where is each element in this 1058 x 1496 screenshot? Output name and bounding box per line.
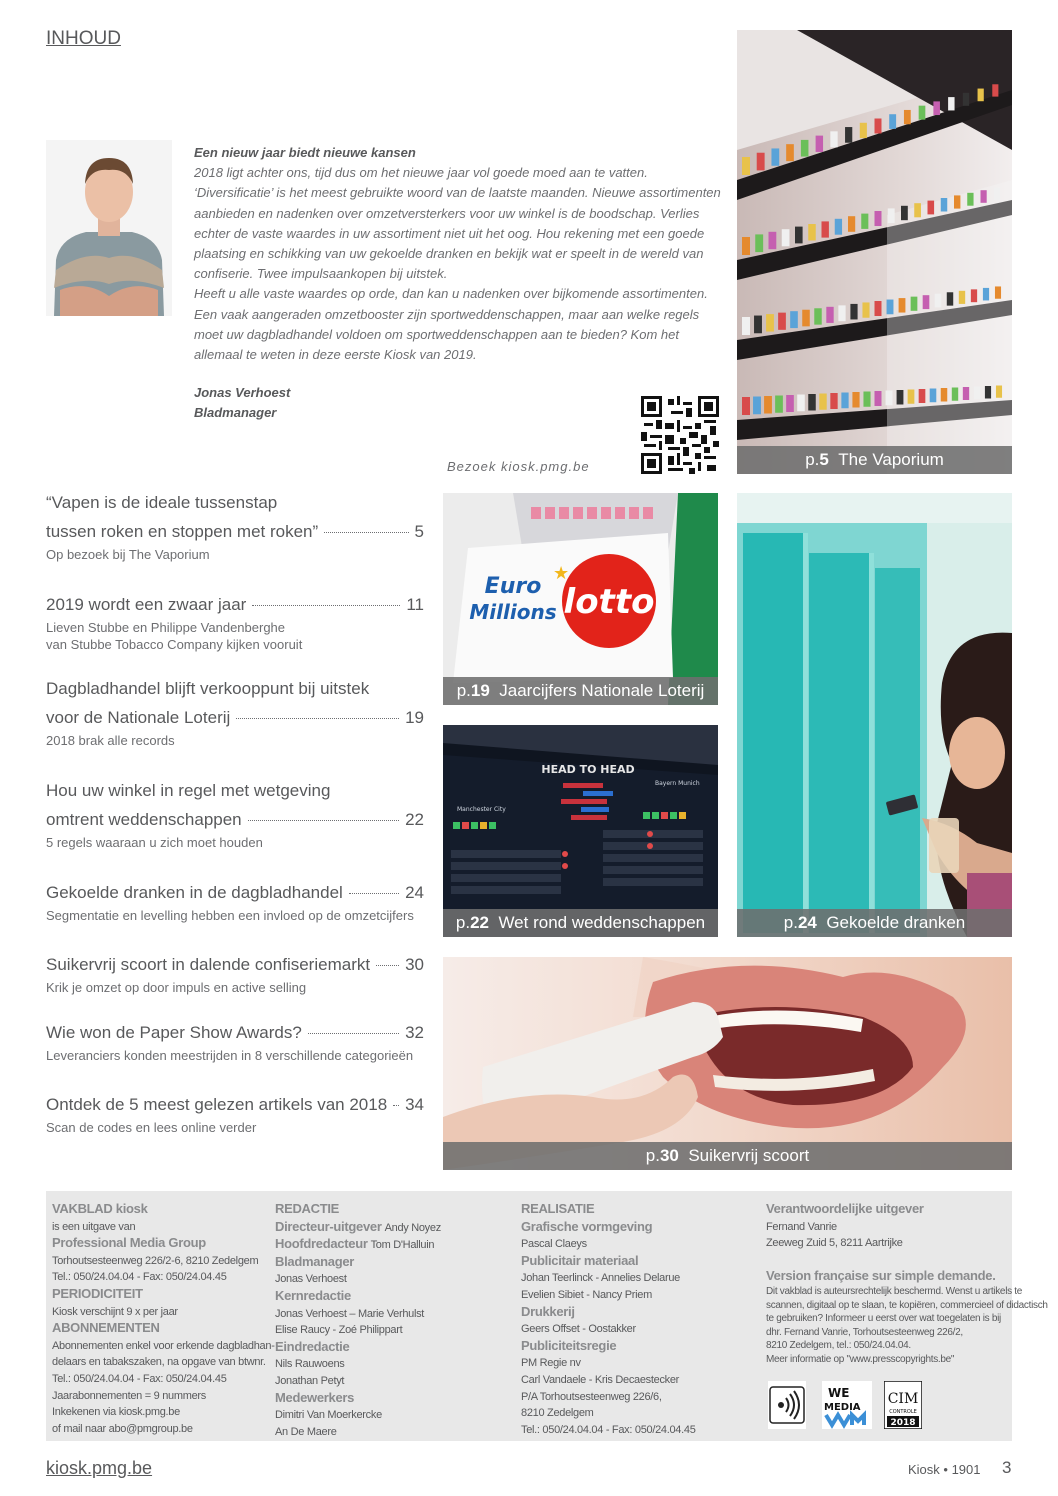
colophon-line [521,1321,761,1338]
colophon-line [275,1236,495,1254]
colophon-line [275,1373,495,1390]
bottle [830,393,837,409]
bottle [808,224,816,241]
toc-subtitle: 5 regels waaraan u zich moet houden [46,835,263,850]
bottle [802,310,810,327]
colophon-text: REALISATIE [521,1201,595,1216]
bottle [875,119,882,134]
lotto-logo: lotto [563,582,655,622]
colophon-column-legal [766,1201,1048,1366]
toc-leader [308,1033,399,1034]
toc-title-line: Dagbladhandel blijft verkooppunt bij uitstek [46,679,370,698]
bottle [826,307,833,323]
toc-title-line: Wie won de Paper Show Awards? [46,1023,302,1042]
colophon-line [52,1388,270,1405]
toc-subtitle: 2018 brak alle records [46,733,175,748]
bottle [742,157,750,175]
photo-cooled-drinks[interactable] [737,493,1012,937]
toc-page-number: 5 [414,522,424,541]
bottle [819,394,826,410]
colophon-text: An De Maere [275,1425,337,1438]
colophon-line [275,1288,495,1306]
section-title: INHOUD [46,28,121,49]
cim-year-text: 2018 [890,1418,916,1428]
toc-entry[interactable] [46,776,424,851]
colophon-line [521,1236,761,1253]
bottle [994,188,1000,200]
bottle [901,206,908,220]
colophon-line [52,1338,275,1355]
toc-leader [393,1105,399,1106]
caption-page: 30 [659,1146,679,1165]
colophon-line [52,1219,270,1236]
colophon-text: PERIODICITEIT [52,1285,143,1301]
colophon-line [52,1201,270,1219]
colophon-line [52,1286,270,1304]
bottle [860,123,867,138]
colophon-line [275,1219,495,1237]
colophon-text: delaars en tabakszaken, na opgave van btwnr. [52,1356,266,1369]
caption-label: Jaarcijfers Nationale Loterij [499,681,705,700]
photo-caption [443,677,718,705]
colophon-line [275,1424,495,1441]
toc-subtitle: Lieven Stubbe en Philippe Vandenberghe [46,620,286,635]
colophon-line [521,1253,761,1271]
colophon-text: Drukkerij [521,1303,575,1319]
colophon-text: Jonathan Petyt [275,1374,345,1387]
bottle [790,311,798,328]
colophon-text: Medewerkers [275,1389,355,1405]
caption-prefix: p. [783,913,798,932]
toc-title-line: Gekoelde dranken in de dagbladhandel [46,883,343,902]
bottle [875,211,882,226]
colophon-line [766,1252,1008,1268]
toc-leader [252,605,400,606]
bottle [983,288,989,301]
euro-logo: Euro [484,574,542,599]
editorial-text [194,143,722,365]
colophon-text: Tel.: 050/24.04.04 - Fax: 050/24.04.45 [52,1372,227,1385]
caption-page: 22 [470,913,489,932]
colophon-line [52,1354,270,1371]
colophon-legal-line: scannen, digitaal op te slaan, te kopiëren, commercieel of didactisch [766,1299,1048,1311]
bottle [889,114,896,129]
colophon-text: Kernredactie [275,1287,351,1303]
bottle [985,386,991,399]
bottle [967,193,973,206]
bottle [914,203,921,217]
bottle [822,221,829,237]
colophon-text: Jonas Verhoest – Marie Verhulst [275,1307,425,1320]
bottle [845,127,852,143]
author-role: Bladmanager [194,405,277,421]
toc-subtitle: Segmentatie en levelling hebben een invloed op de omzetcijfers [46,908,414,923]
bottle [786,144,794,161]
colophon-line [275,1254,495,1272]
colophon-text: Nils Rauwoens [275,1358,345,1371]
caption-page: 19 [470,681,490,700]
qr-code[interactable] [641,396,719,474]
head-to-head-title: HEAD TO HEAD [541,763,635,776]
colophon-line [521,1338,761,1356]
toc-entry[interactable] [46,878,424,924]
bottle [797,395,805,412]
toc-entry[interactable] [46,1018,424,1064]
editorial-heading: Een nieuw jaar biedt nieuwe kansen [194,145,416,160]
bottle [941,198,948,212]
editorial-paragraph: Heeft u alle vaste waardes op orde, dan kan u nadenken over bijkomende assortimenten. Een vaak aangeraden omzetbooster zijn sportweddenschappen, maar aan welke regels moet uw dagbladhandel voldoen om sportweddenschappen aan te bieden? Kom het allemaal te weten in deze eerste Kiosk van 2019. [194,286,708,363]
bottle [919,106,926,120]
colophon-line [521,1219,761,1237]
bottle [786,395,794,412]
toc-page-number: 24 [405,883,424,902]
colophon-line [52,1269,270,1286]
toc-entry[interactable] [46,488,424,563]
toc-leader [376,965,399,966]
toc-subtitle: van Stubbe Tobacco Company kijken vooruit [46,637,303,652]
editorial-signature [194,383,290,423]
colophon-line [766,1219,1008,1236]
colophon-line [275,1322,495,1339]
colophon-legal-line: dhr. Fernand Vanrie, Torhoutsesteenweg 226/2, [766,1326,963,1338]
colophon-text: 8210 Zedelgem [521,1407,594,1420]
bottle [835,219,842,235]
colophon-line [766,1235,1008,1252]
toc-title-line: Ontdek de 5 meest gelezen artikels van 2018 [46,1095,388,1114]
we-media-logo [822,1381,872,1429]
colophon-text: of mail naar abo@pmgroup.be [52,1422,193,1435]
toc-title-line: voor de Nationale Loterij [46,708,231,727]
toc-page-number: 34 [405,1095,424,1114]
colophon-column-publisher [52,1201,275,1437]
bottle [928,201,935,215]
bottle [992,84,998,96]
toc-page-number: 32 [405,1023,424,1042]
bottle [742,397,750,415]
colophon-line [521,1372,761,1389]
toc-title-line: “Vapen is de ideale tussenstap [46,493,278,512]
bottle [995,286,1001,298]
bottle [808,394,816,411]
toc-leader [236,718,399,719]
colophon-line [275,1390,495,1408]
photo-lotto[interactable] [443,493,718,705]
colophon-text: Torhoutsesteenweg 226/2-6, 8210 Zedelgem [52,1254,259,1267]
toc-title-line: omtrent weddenschappen [46,810,242,829]
colophon-text: Dimitri Van Moerkercke [275,1409,382,1422]
bottle [814,308,821,324]
bottle [766,314,774,331]
svg-text:★: ★ [553,563,570,584]
bottle [897,390,904,405]
bottle [862,302,869,317]
bottle [978,89,984,102]
toc-page-number: 30 [405,955,424,974]
bottle [941,388,948,402]
photo-caption [443,909,718,937]
bottle [886,391,893,406]
colophon-text: Johan Teerlinck - Annelies Delarue [521,1272,680,1285]
bottle [863,392,870,407]
colophon-line [52,1304,270,1321]
caption-label: Suikervrij scoort [688,1146,810,1165]
bottle [848,216,855,232]
bottle [754,316,762,334]
bottle [948,97,954,110]
visit-link[interactable]: Bezoek kiosk.pmg.be [447,459,590,474]
caption-prefix: p. [645,1146,660,1165]
toc-entry[interactable] [46,950,424,996]
caption-page: 5 [819,450,829,469]
colophon-line [275,1271,495,1288]
editor-portrait [46,140,172,316]
bottle [838,305,845,321]
colophon-text: ABONNEMENTEN [52,1320,160,1336]
bottle [830,131,837,147]
colophon-line [275,1356,495,1373]
colophon-text: Publicitair materiaal [521,1252,639,1268]
colophon-line [521,1355,761,1372]
colophon-line [52,1371,270,1388]
caption-prefix: p. [456,681,471,700]
colophon-value: Andy Noyez [384,1221,441,1234]
bottle [753,397,761,415]
colophon-text: Jaarabonnementen = 9 nummers [52,1389,206,1402]
colophon-line [52,1421,270,1438]
toc-page-number: 11 [406,595,424,614]
caption-label: The Vaporium [838,450,944,469]
bottle [887,300,894,315]
colophon-text: Version française sur simple demande. [766,1267,996,1283]
bottle [996,386,1002,398]
bottle [755,234,763,252]
colophon-text: Verantwoordelijke uitgever [766,1201,924,1216]
bottle [742,237,750,255]
bottle [801,140,809,157]
bottle [757,153,765,171]
colophon-line [766,1201,1008,1219]
colophon-legal-line: Meer informatie op "www.presscopyrights.be" [766,1353,955,1365]
photo-caption [443,1142,1012,1170]
colophon-text: P/A Torhoutsesteenweg 226/6, [521,1390,662,1403]
colophon-text: Zeeweg Zuid 5, 8211 Aartrijke [766,1237,903,1250]
toc-leader [349,893,399,894]
bottle [875,301,882,316]
bottle [954,195,960,208]
bottle [904,110,911,124]
bottle [816,136,823,152]
colophon-line [521,1405,761,1422]
photo-caption [737,909,1012,937]
toc-subtitle: Scan de codes en lees online verder [46,1120,257,1135]
colophon-text: Grafische vormgeving [521,1218,653,1234]
bottle [778,313,786,330]
toc-subtitle: Leveranciers konden meestrijden in 8 verschillende categorieën [46,1048,414,1063]
toc-title-line: tussen roken en stoppen met roken” [46,522,319,541]
photo-vaporium[interactable] [737,30,1012,474]
colophon-line [521,1270,761,1287]
colophon-value: Tom D'Halluin [370,1239,435,1252]
bottle [919,389,926,403]
caption-page: 24 [797,913,817,932]
colophon-text: Carl Vandaele - Kris Decaestecker [521,1373,680,1386]
colophon-line [521,1389,761,1406]
colophon-text: Directeur-uitgever [275,1218,382,1234]
colophon-line [521,1287,761,1304]
toc-subtitle: Op bezoek bij The Vaporium [46,547,210,562]
bottle [963,387,969,400]
colophon-line [275,1407,495,1424]
caption-prefix: p. [805,450,820,469]
bottle [888,208,895,223]
toc-page-number: 19 [405,708,424,727]
colophon-text: REDACTIE [275,1201,340,1216]
caption-label: Wet rond weddenschappen [498,913,706,932]
colophon-line [52,1404,270,1421]
colophon [46,1191,1048,1441]
bottle [974,387,980,400]
colophon-legal-line: Dit vakblad is auteursrechtelijk beschermd. Wenst u artikels te [766,1286,1023,1298]
bottle [947,292,953,305]
sound-logo [768,1381,806,1429]
toc-entry[interactable] [46,1090,424,1136]
toc-title-line: Hou uw winkel in regel met wetgeving [46,781,331,800]
colophon-column-production [521,1201,761,1438]
bottle [981,190,987,203]
colophon-column-editorial [275,1201,495,1440]
bottle [963,93,969,106]
colophon-text: Bladmanager [275,1253,355,1269]
caption-label: Gekoelde dranken [826,913,966,932]
bottle [841,393,848,409]
media-logo-text: MEDIA [824,1402,861,1413]
colophon-text: Evelien Sibiet - Nancy Priem [521,1288,652,1301]
colophon-text: Abonnementen enkel voor erkende dagbladhan- [52,1339,275,1352]
toc-entry[interactable] [46,590,424,653]
bottle [899,298,906,312]
colophon-text: Pascal Claeys [521,1238,587,1251]
colophon-text: Kiosk verschijnt 9 x per jaar [52,1305,178,1318]
bottle [742,317,750,335]
bottle [930,389,937,403]
bottle [850,304,857,320]
colophon-text: Hoofdredacteur [275,1236,368,1252]
issue-label: Kiosk • 1901 [908,1462,981,1477]
colophon-line [275,1339,495,1357]
toc-leader [324,532,408,533]
author-name: Jonas Verhoest [194,385,291,400]
colophon-line [52,1235,270,1253]
photo-caption [737,446,1012,474]
colophon-line [52,1320,270,1338]
toc-title-line: Suikervrij scoort in dalende confiseriemarkt [46,955,371,974]
bottle [923,295,930,309]
photo-betting[interactable] [443,725,718,937]
toc-title-line: 2019 wordt een zwaar jaar [46,595,247,614]
bottle [933,101,940,115]
caption-prefix: p. [455,913,471,932]
website-link[interactable]: kiosk.pmg.be [46,1458,153,1478]
millions-logo: Millions [469,600,557,624]
colophon-legal-line: te gebruiken? Informeer u eerst over wat toegelaten is bij [766,1313,1001,1325]
bottle [875,391,882,406]
bottle [764,396,772,414]
colophon-text: Jonas Verhoest [275,1273,347,1286]
cim-controle-text: CONTROLE [889,1409,917,1415]
bottle [852,392,859,408]
colophon-text: Inkekenen via kiosk.pmg.be [52,1406,180,1419]
bottle [771,148,779,165]
cim-logo-text: CIM [887,1391,919,1407]
colophon-text: VAKBLAD kiosk [52,1201,148,1216]
colophon-line [275,1201,495,1219]
colophon-text: Professional Media Group [52,1235,206,1251]
team-b-label: Bayern Munich [655,780,700,787]
bottle [911,297,918,311]
bottle [782,229,790,246]
photo-sugarfree[interactable] [443,957,1012,1170]
bottle [971,289,977,302]
bottle [959,291,965,304]
bottle [861,214,868,229]
toc-leader [248,820,399,821]
colophon-text: Tel.: 050/24.04.04 - Fax: 050/24.04.45 [52,1271,227,1284]
colophon-text: Tel.: 050/24.04.04 - Fax: 050/24.04.45 [521,1423,696,1436]
colophon-text: Publiciteitsregie [521,1337,617,1353]
editorial-paragraph: 2018 ligt achter ons, tijd dus om het nieuwe jaar vol goede moed aan te vatten. ‘Diversificatie’ is het meest gebruikte woord van de laatste maanden. Nieuwe assortimenten aanbieden en nadenken over omzetversterkers voor uw winkel is de boodschap. Verlies echter de vaste waardes in uw assortiment niet uit het oog. Hou rekening met een goede plaatsing en schikking van uw gekoelde dranken en bekijk wat er speelt in de wereld van confiserie. Twee impulsaankopen bij uitstek. [194,165,721,282]
bottle [935,294,942,308]
we-logo-text: WE [828,1386,850,1400]
bottle [769,232,777,249]
toc-page-number: 22 [405,810,424,829]
colophon-text: is een uitgave van [52,1220,136,1233]
colophon-text: Eindredactie [275,1338,350,1354]
colophon-text: PM Regie nv [521,1357,581,1370]
toc-subtitle: Krik je omzet op door impuls en active selling [46,980,307,995]
colophon-text: Fernand Vanrie [766,1220,837,1233]
bottle [908,390,915,404]
colophon-text: Elise Raucy - Zoé Philippart [275,1324,403,1337]
page-number: 3 [1002,1458,1012,1477]
colophon-line [52,1253,270,1270]
bottle [775,396,783,413]
colophon-legal-line: 8210 Zedelgem, tel.: 050/24.04.04. [766,1340,911,1352]
colophon-line [275,1306,495,1323]
colophon-line [521,1304,761,1322]
toc-entry[interactable] [46,674,424,749]
colophon-line [766,1268,1008,1286]
team-a-label: Manchester City [457,806,506,813]
colophon-text: Geers Offset - Oostakker [521,1323,636,1336]
colophon-line [521,1422,761,1439]
colophon-line [521,1201,761,1219]
bottle [795,227,803,244]
cim-logo [884,1381,922,1429]
bottle [952,388,958,401]
